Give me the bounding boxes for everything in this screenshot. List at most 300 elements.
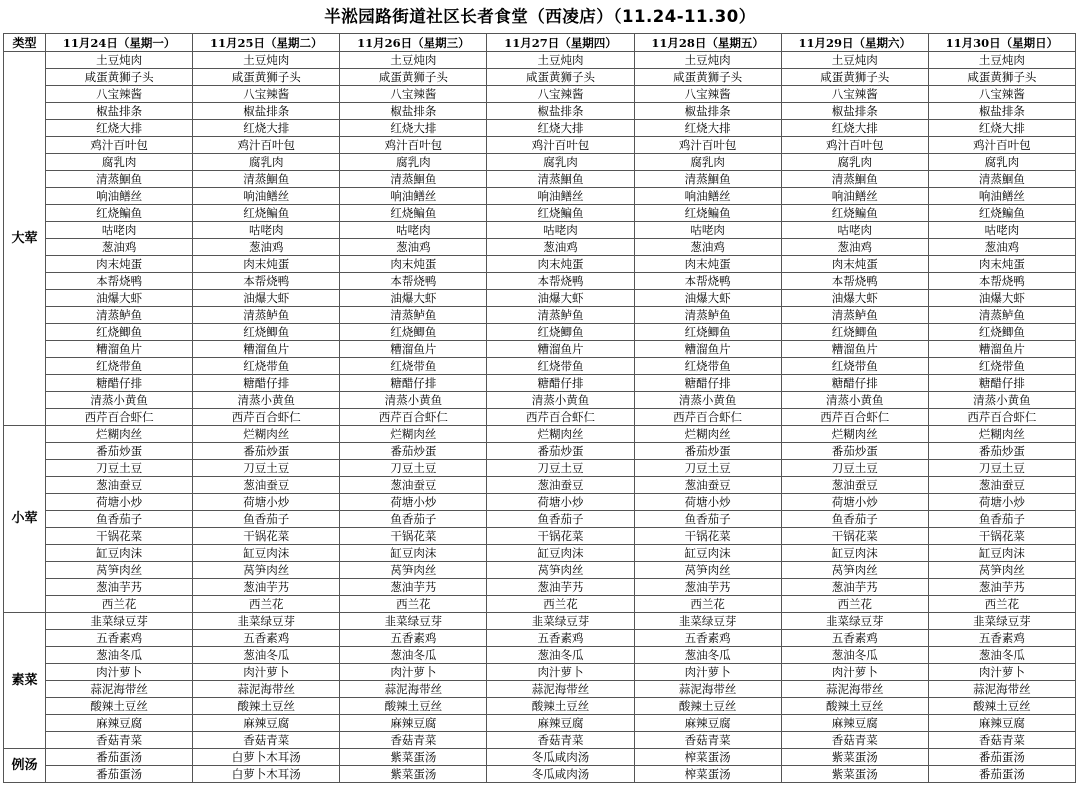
dish-cell: 香菇青菜 (193, 732, 340, 749)
dish-cell: 紫菜蛋汤 (781, 766, 928, 783)
dish-cell: 刀豆土豆 (928, 460, 1075, 477)
dish-cell: 红烧鲫鱼 (781, 324, 928, 341)
dish-cell: 咸蛋黄狮子头 (634, 69, 781, 86)
dish-cell: 腐乳肉 (634, 154, 781, 171)
dish-cell: 干锅花菜 (487, 528, 634, 545)
dish-cell: 响油鳝丝 (193, 188, 340, 205)
table-row (4, 307, 1076, 324)
dish-cell: 肉末炖蛋 (46, 256, 193, 273)
dish-cell: 红烧鲫鱼 (46, 324, 193, 341)
dish-cell: 西兰花 (193, 596, 340, 613)
dish-cell: 番茄炒蛋 (193, 443, 340, 460)
dish-cell: 鱼香茄子 (193, 511, 340, 528)
table-row (4, 171, 1076, 188)
dish-cell: 缸豆肉沫 (46, 545, 193, 562)
dish-cell: 韭菜绿豆芽 (487, 613, 634, 630)
page-title: 半淞园路街道社区长者食堂（西凌店）（11.24-11.30） (324, 7, 756, 26)
dish-cell: 红烧带鱼 (928, 358, 1075, 375)
dish-cell: 红烧带鱼 (340, 358, 487, 375)
dish-cell: 缸豆肉沫 (781, 545, 928, 562)
dish-cell: 肉汁萝卜 (781, 664, 928, 681)
dish-cell: 烂糊肉丝 (46, 426, 193, 443)
dish-cell: 葱油芋艿 (46, 579, 193, 596)
dish-cell: 荷塘小炒 (781, 494, 928, 511)
day-header: 11月28日（星期五） (634, 34, 781, 52)
dish-cell: 鸡汁百叶包 (487, 137, 634, 154)
dish-cell: 西兰花 (634, 596, 781, 613)
dish-cell: 红烧大排 (928, 120, 1075, 137)
dish-cell: 八宝辣酱 (781, 86, 928, 103)
dish-cell: 响油鳝丝 (928, 188, 1075, 205)
dish-cell: 香菇青菜 (340, 732, 487, 749)
dish-cell: 红烧鲫鱼 (193, 324, 340, 341)
table-row (4, 188, 1076, 205)
dish-cell: 土豆炖肉 (634, 52, 781, 69)
dish-cell: 红烧大排 (487, 120, 634, 137)
dish-cell: 西兰花 (340, 596, 487, 613)
dish-cell: 烂糊肉丝 (487, 426, 634, 443)
dish-cell: 红烧大排 (781, 120, 928, 137)
dish-cell: 荷塘小炒 (487, 494, 634, 511)
dish-cell: 肉汁萝卜 (487, 664, 634, 681)
dish-cell: 肉汁萝卜 (340, 664, 487, 681)
table-row (4, 749, 1076, 766)
dish-cell: 肉汁萝卜 (46, 664, 193, 681)
dish-cell: 白萝卜木耳汤 (193, 749, 340, 766)
dish-cell: 西兰花 (487, 596, 634, 613)
dish-cell: 糟溜鱼片 (193, 341, 340, 358)
dish-cell: 荷塘小炒 (340, 494, 487, 511)
dish-cell: 韭菜绿豆芽 (340, 613, 487, 630)
dish-cell: 红烧鲫鱼 (928, 324, 1075, 341)
dish-cell: 莴笋肉丝 (340, 562, 487, 579)
dish-cell: 缸豆肉沫 (634, 545, 781, 562)
table-row (4, 579, 1076, 596)
dish-cell: 肉末炖蛋 (487, 256, 634, 273)
dish-cell: 油爆大虾 (928, 290, 1075, 307)
table-row (4, 86, 1076, 103)
dish-cell: 鸡汁百叶包 (928, 137, 1075, 154)
dish-cell: 葱油蚕豆 (46, 477, 193, 494)
menu-table (3, 33, 1076, 783)
dish-cell: 蒜泥海带丝 (46, 681, 193, 698)
dish-cell: 清蒸小黄鱼 (634, 392, 781, 409)
dish-cell: 酸辣土豆丝 (928, 698, 1075, 715)
dish-cell: 清蒸鲈鱼 (928, 307, 1075, 324)
dish-cell: 蒜泥海带丝 (928, 681, 1075, 698)
dish-cell: 蒜泥海带丝 (634, 681, 781, 698)
dish-cell: 清蒸鮰鱼 (193, 171, 340, 188)
dish-cell: 葱油蚕豆 (928, 477, 1075, 494)
dish-cell: 韭菜绿豆芽 (634, 613, 781, 630)
dish-cell: 咸蛋黄狮子头 (46, 69, 193, 86)
dish-cell: 红烧鳊鱼 (340, 205, 487, 222)
dish-cell: 咕咾肉 (928, 222, 1075, 239)
day-header: 11月24日（星期一） (46, 34, 193, 52)
dish-cell: 冬瓜咸肉汤 (487, 749, 634, 766)
category-cell: 小荤 (4, 426, 46, 613)
dish-cell: 五香素鸡 (487, 630, 634, 647)
dish-cell: 番茄炒蛋 (928, 443, 1075, 460)
table-row (4, 120, 1076, 137)
dish-cell: 番茄炒蛋 (634, 443, 781, 460)
dish-cell: 咕咾肉 (46, 222, 193, 239)
table-row (4, 562, 1076, 579)
dish-cell: 红烧大排 (340, 120, 487, 137)
dish-cell: 麻辣豆腐 (928, 715, 1075, 732)
dish-cell: 莴笋肉丝 (634, 562, 781, 579)
dish-cell: 红烧鲫鱼 (340, 324, 487, 341)
dish-cell: 八宝辣酱 (340, 86, 487, 103)
dish-cell: 鱼香茄子 (781, 511, 928, 528)
table-row (4, 630, 1076, 647)
dish-cell: 五香素鸡 (193, 630, 340, 647)
dish-cell: 蒜泥海带丝 (781, 681, 928, 698)
dish-cell: 缸豆肉沫 (928, 545, 1075, 562)
dish-cell: 荷塘小炒 (46, 494, 193, 511)
dish-cell: 番茄炒蛋 (340, 443, 487, 460)
dish-cell: 清蒸鲈鱼 (634, 307, 781, 324)
dish-cell: 榨菜蛋汤 (634, 766, 781, 783)
dish-cell: 咕咾肉 (340, 222, 487, 239)
dish-cell: 糟溜鱼片 (46, 341, 193, 358)
dish-cell: 响油鳝丝 (634, 188, 781, 205)
dish-cell: 红烧大排 (193, 120, 340, 137)
dish-cell: 清蒸小黄鱼 (46, 392, 193, 409)
table-row (4, 375, 1076, 392)
dish-cell: 西芹百合虾仁 (193, 409, 340, 426)
dish-cell: 葱油鸡 (928, 239, 1075, 256)
dish-cell: 红烧鲫鱼 (487, 324, 634, 341)
dish-cell: 葱油冬瓜 (193, 647, 340, 664)
dish-cell: 莴笋肉丝 (928, 562, 1075, 579)
dish-cell: 腐乳肉 (928, 154, 1075, 171)
dish-cell: 韭菜绿豆芽 (193, 613, 340, 630)
table-row (4, 511, 1076, 528)
dish-cell: 干锅花菜 (193, 528, 340, 545)
dish-cell: 酸辣土豆丝 (487, 698, 634, 715)
dish-cell: 油爆大虾 (340, 290, 487, 307)
dish-cell: 红烧鳊鱼 (487, 205, 634, 222)
dish-cell: 糟溜鱼片 (487, 341, 634, 358)
dish-cell: 葱油芋艿 (193, 579, 340, 596)
table-row (4, 358, 1076, 375)
dish-cell: 鱼香茄子 (340, 511, 487, 528)
header-row (4, 34, 1076, 52)
dish-cell: 五香素鸡 (46, 630, 193, 647)
dish-cell: 蒜泥海带丝 (193, 681, 340, 698)
day-header: 11月25日（星期二） (193, 34, 340, 52)
table-row (4, 681, 1076, 698)
dish-cell: 肉汁萝卜 (193, 664, 340, 681)
dish-cell: 糖醋仔排 (193, 375, 340, 392)
dish-cell: 本帮烧鸭 (634, 273, 781, 290)
dish-cell: 香菇青菜 (781, 732, 928, 749)
dish-cell: 烂糊肉丝 (928, 426, 1075, 443)
dish-cell: 本帮烧鸭 (928, 273, 1075, 290)
dish-cell: 刀豆土豆 (634, 460, 781, 477)
table-row (4, 273, 1076, 290)
dish-cell: 土豆炖肉 (193, 52, 340, 69)
dish-cell: 五香素鸡 (781, 630, 928, 647)
dish-cell: 番茄炒蛋 (46, 443, 193, 460)
dish-cell: 红烧带鱼 (487, 358, 634, 375)
dish-cell: 糖醋仔排 (340, 375, 487, 392)
dish-cell: 红烧鳊鱼 (193, 205, 340, 222)
dish-cell: 紫菜蛋汤 (340, 749, 487, 766)
type-header: 类型 (4, 34, 46, 52)
dish-cell: 腐乳肉 (46, 154, 193, 171)
dish-cell: 土豆炖肉 (487, 52, 634, 69)
dish-cell: 刀豆土豆 (487, 460, 634, 477)
dish-cell: 葱油鸡 (193, 239, 340, 256)
dish-cell: 酸辣土豆丝 (193, 698, 340, 715)
dish-cell: 八宝辣酱 (487, 86, 634, 103)
dish-cell: 葱油蚕豆 (781, 477, 928, 494)
dish-cell: 红烧带鱼 (193, 358, 340, 375)
dish-cell: 椒盐排条 (487, 103, 634, 120)
dish-cell: 响油鳝丝 (781, 188, 928, 205)
table-row (4, 460, 1076, 477)
table-row (4, 290, 1076, 307)
dish-cell: 清蒸小黄鱼 (928, 392, 1075, 409)
table-row (4, 647, 1076, 664)
dish-cell: 西芹百合虾仁 (634, 409, 781, 426)
dish-cell: 油爆大虾 (487, 290, 634, 307)
dish-cell: 油爆大虾 (634, 290, 781, 307)
dish-cell: 莴笋肉丝 (46, 562, 193, 579)
dish-cell: 糖醋仔排 (781, 375, 928, 392)
dish-cell: 响油鳝丝 (487, 188, 634, 205)
dish-cell: 清蒸鮰鱼 (487, 171, 634, 188)
dish-cell: 葱油冬瓜 (928, 647, 1075, 664)
dish-cell: 油爆大虾 (193, 290, 340, 307)
dish-cell: 酸辣土豆丝 (781, 698, 928, 715)
dish-cell: 清蒸鲈鱼 (46, 307, 193, 324)
dish-cell: 清蒸小黄鱼 (193, 392, 340, 409)
dish-cell: 香菇青菜 (634, 732, 781, 749)
dish-cell: 番茄炒蛋 (781, 443, 928, 460)
dish-cell: 腐乳肉 (487, 154, 634, 171)
table-row (4, 732, 1076, 749)
table-row (4, 324, 1076, 341)
table-row (4, 545, 1076, 562)
table-row (4, 392, 1076, 409)
dish-cell: 五香素鸡 (634, 630, 781, 647)
dish-cell: 八宝辣酱 (46, 86, 193, 103)
dish-cell: 紫菜蛋汤 (340, 766, 487, 783)
dish-cell: 鱼香茄子 (928, 511, 1075, 528)
table-row (4, 52, 1076, 69)
dish-cell: 油爆大虾 (46, 290, 193, 307)
dish-cell: 鱼香茄子 (487, 511, 634, 528)
dish-cell: 麻辣豆腐 (781, 715, 928, 732)
table-row (4, 137, 1076, 154)
dish-cell: 肉末炖蛋 (634, 256, 781, 273)
dish-cell: 干锅花菜 (634, 528, 781, 545)
dish-cell: 葱油鸡 (46, 239, 193, 256)
dish-cell: 肉汁萝卜 (928, 664, 1075, 681)
dish-cell: 番茄蛋汤 (928, 749, 1075, 766)
dish-cell: 糟溜鱼片 (634, 341, 781, 358)
dish-cell: 糟溜鱼片 (928, 341, 1075, 358)
dish-cell: 韭菜绿豆芽 (781, 613, 928, 630)
dish-cell: 本帮烧鸭 (340, 273, 487, 290)
dish-cell: 油爆大虾 (781, 290, 928, 307)
dish-cell: 西兰花 (928, 596, 1075, 613)
table-row (4, 477, 1076, 494)
dish-cell: 清蒸鮰鱼 (634, 171, 781, 188)
dish-cell: 葱油鸡 (634, 239, 781, 256)
dish-cell: 酸辣土豆丝 (634, 698, 781, 715)
dish-cell: 清蒸鲈鱼 (487, 307, 634, 324)
table-row (4, 256, 1076, 273)
table-row (4, 698, 1076, 715)
dish-cell: 咸蛋黄狮子头 (487, 69, 634, 86)
dish-cell: 香菇青菜 (928, 732, 1075, 749)
dish-cell: 葱油冬瓜 (781, 647, 928, 664)
menu-body (4, 52, 1076, 783)
dish-cell: 五香素鸡 (928, 630, 1075, 647)
dish-cell: 椒盐排条 (634, 103, 781, 120)
dish-cell: 鸡汁百叶包 (340, 137, 487, 154)
dish-cell: 番茄蛋汤 (928, 766, 1075, 783)
dish-cell: 蒜泥海带丝 (340, 681, 487, 698)
dish-cell: 清蒸小黄鱼 (781, 392, 928, 409)
dish-cell: 糖醋仔排 (487, 375, 634, 392)
dish-cell: 红烧带鱼 (634, 358, 781, 375)
dish-cell: 清蒸鲈鱼 (340, 307, 487, 324)
table-row (4, 409, 1076, 426)
dish-cell: 西芹百合虾仁 (46, 409, 193, 426)
dish-cell: 西芹百合虾仁 (781, 409, 928, 426)
dish-cell: 咸蛋黄狮子头 (781, 69, 928, 86)
dish-cell: 红烧带鱼 (781, 358, 928, 375)
dish-cell: 刀豆土豆 (781, 460, 928, 477)
dish-cell: 糖醋仔排 (928, 375, 1075, 392)
dish-cell: 刀豆土豆 (193, 460, 340, 477)
dish-cell: 土豆炖肉 (340, 52, 487, 69)
dish-cell: 葱油冬瓜 (46, 647, 193, 664)
dish-cell: 麻辣豆腐 (193, 715, 340, 732)
dish-cell: 红烧鳊鱼 (928, 205, 1075, 222)
dish-cell: 鱼香茄子 (634, 511, 781, 528)
table-row (4, 528, 1076, 545)
dish-cell: 鸡汁百叶包 (46, 137, 193, 154)
table-row (4, 69, 1076, 86)
table-row (4, 222, 1076, 239)
dish-cell: 麻辣豆腐 (340, 715, 487, 732)
dish-cell: 酸辣土豆丝 (46, 698, 193, 715)
dish-cell: 葱油蚕豆 (193, 477, 340, 494)
dish-cell: 紫菜蛋汤 (781, 749, 928, 766)
dish-cell: 糖醋仔排 (634, 375, 781, 392)
dish-cell: 腐乳肉 (193, 154, 340, 171)
dish-cell: 本帮烧鸭 (46, 273, 193, 290)
dish-cell: 莴笋肉丝 (487, 562, 634, 579)
dish-cell: 腐乳肉 (781, 154, 928, 171)
dish-cell: 葱油鸡 (340, 239, 487, 256)
dish-cell: 清蒸小黄鱼 (487, 392, 634, 409)
dish-cell: 八宝辣酱 (193, 86, 340, 103)
dish-cell: 荷塘小炒 (634, 494, 781, 511)
dish-cell: 缸豆肉沫 (487, 545, 634, 562)
dish-cell: 葱油鸡 (487, 239, 634, 256)
dish-cell: 椒盐排条 (340, 103, 487, 120)
dish-cell: 本帮烧鸭 (487, 273, 634, 290)
dish-cell: 韭菜绿豆芽 (46, 613, 193, 630)
dish-cell: 肉末炖蛋 (193, 256, 340, 273)
table-row (4, 426, 1076, 443)
dish-cell: 香菇青菜 (487, 732, 634, 749)
dish-cell: 葱油芋艿 (928, 579, 1075, 596)
category-cell: 例汤 (4, 749, 46, 783)
dish-cell: 土豆炖肉 (928, 52, 1075, 69)
dish-cell: 干锅花菜 (928, 528, 1075, 545)
dish-cell: 糖醋仔排 (46, 375, 193, 392)
dish-cell: 肉末炖蛋 (928, 256, 1075, 273)
dish-cell: 腐乳肉 (340, 154, 487, 171)
dish-cell: 烂糊肉丝 (340, 426, 487, 443)
dish-cell: 冬瓜咸肉汤 (487, 766, 634, 783)
dish-cell: 葱油芋艿 (487, 579, 634, 596)
dish-cell: 白萝卜木耳汤 (193, 766, 340, 783)
dish-cell: 蒜泥海带丝 (487, 681, 634, 698)
dish-cell: 糟溜鱼片 (340, 341, 487, 358)
dish-cell: 清蒸鮰鱼 (928, 171, 1075, 188)
table-row (4, 613, 1076, 630)
dish-cell: 烂糊肉丝 (634, 426, 781, 443)
dish-cell: 干锅花菜 (46, 528, 193, 545)
dish-cell: 肉末炖蛋 (781, 256, 928, 273)
dish-cell: 清蒸鲈鱼 (781, 307, 928, 324)
dish-cell: 五香素鸡 (340, 630, 487, 647)
table-row (4, 596, 1076, 613)
dish-cell: 葱油蚕豆 (487, 477, 634, 494)
dish-cell: 干锅花菜 (781, 528, 928, 545)
table-row (4, 103, 1076, 120)
dish-cell: 椒盐排条 (781, 103, 928, 120)
dish-cell: 西兰花 (46, 596, 193, 613)
dish-cell: 刀豆土豆 (46, 460, 193, 477)
dish-cell: 肉汁萝卜 (634, 664, 781, 681)
dish-cell: 葱油芋艿 (340, 579, 487, 596)
dish-cell: 葱油芋艿 (781, 579, 928, 596)
dish-cell: 麻辣豆腐 (46, 715, 193, 732)
dish-cell: 红烧大排 (634, 120, 781, 137)
dish-cell: 土豆炖肉 (781, 52, 928, 69)
dish-cell: 酸辣土豆丝 (340, 698, 487, 715)
dish-cell: 椒盐排条 (46, 103, 193, 120)
dish-cell: 葱油蚕豆 (340, 477, 487, 494)
table-row (4, 664, 1076, 681)
dish-cell: 韭菜绿豆芽 (928, 613, 1075, 630)
day-header: 11月29日（星期六） (781, 34, 928, 52)
day-header: 11月26日（星期三） (340, 34, 487, 52)
dish-cell: 西兰花 (781, 596, 928, 613)
dish-cell: 椒盐排条 (928, 103, 1075, 120)
dish-cell: 葱油冬瓜 (340, 647, 487, 664)
table-row (4, 341, 1076, 358)
dish-cell: 红烧鳊鱼 (46, 205, 193, 222)
dish-cell: 荷塘小炒 (928, 494, 1075, 511)
dish-cell: 鸡汁百叶包 (193, 137, 340, 154)
dish-cell: 清蒸鮰鱼 (46, 171, 193, 188)
dish-cell: 鸡汁百叶包 (634, 137, 781, 154)
dish-cell: 香菇青菜 (46, 732, 193, 749)
dish-cell: 咕咾肉 (487, 222, 634, 239)
dish-cell: 肉末炖蛋 (340, 256, 487, 273)
